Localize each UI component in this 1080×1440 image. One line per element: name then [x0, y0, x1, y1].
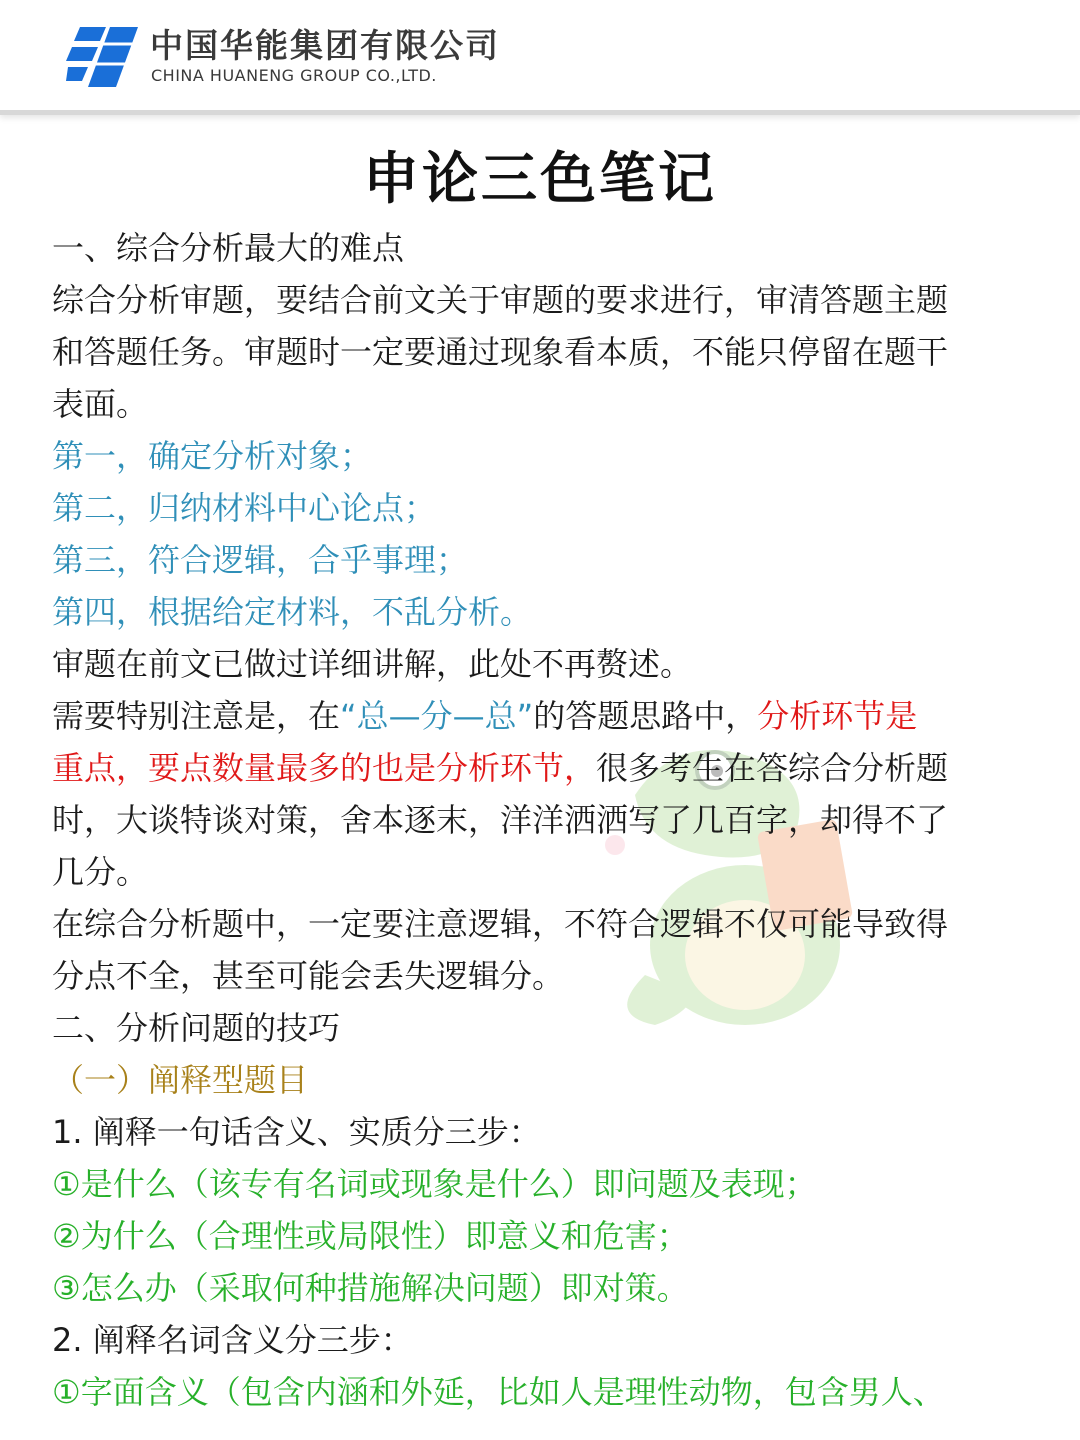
step-item: 第二，归纳材料中心论点；	[52, 489, 437, 527]
paragraph-line: 审题在前文已做过详细讲解，此处不再赘述。	[52, 645, 693, 683]
huaneng-logo-icon	[66, 27, 138, 87]
highlight-blue: “总—分—总”	[340, 697, 534, 735]
highlight-red: 分析环节是	[757, 697, 918, 735]
text-segment: 很多考生在答综合分析题	[596, 749, 949, 787]
highlight-red: 重点，要点数量最多的也是分析环节，	[52, 749, 597, 787]
paragraph-line	[52, 690, 1020, 742]
brand-header	[0, 0, 1080, 115]
company-name-cn: 中国华能集团有限公司	[150, 26, 500, 65]
circled-item: ①是什么（该专有名词或现象是什么）即问题及表现；	[52, 1165, 817, 1203]
paragraph-line: 在综合分析题中，一定要注意逻辑，不符合逻辑不仅可能导致得	[52, 905, 949, 943]
circled-item: ①字面含义（包含内涵和外延，比如人是理性动物，包含男人、	[52, 1373, 945, 1411]
section-heading-1: 一、综合分析最大的难点	[52, 229, 405, 267]
text-segment: 需要特别注意是，在	[52, 697, 341, 735]
section-heading-2: 二、分析问题的技巧	[52, 1009, 341, 1047]
paragraph-line: 综合分析审题，要结合前文关于审题的要求进行，审清答题主题	[52, 281, 949, 319]
circled-item: ②为什么（合理性或局限性）即意义和危害；	[52, 1217, 689, 1255]
numbered-item: 1. 阐释一句话含义、实质分三步：	[52, 1113, 541, 1151]
step-item: 第四，根据给定材料，不乱分析。	[52, 593, 533, 631]
paragraph-line: 和答题任务。审题时一定要通过现象看本质，不能只停留在题干	[52, 333, 949, 371]
step-item: 第三，符合逻辑，合乎事理；	[52, 541, 469, 579]
page-title: 申论三色笔记	[363, 147, 717, 212]
paragraph-line: 表面。	[52, 385, 149, 423]
paragraph-line: 几分。	[52, 853, 149, 891]
paragraph-line: 分点不全，甚至可能会丢失逻辑分。	[52, 957, 565, 995]
paragraph-line: 时，大谈特谈对策，舍本逐末，洋洋洒洒写了几百字，却得不了	[52, 801, 949, 839]
paragraph-line	[52, 742, 1020, 794]
numbered-item: 2. 阐释名词含义分三步：	[52, 1321, 413, 1359]
circled-item: ③怎么办（采取何种措施解决问题）即对策。	[52, 1269, 689, 1307]
subsection-heading: （一）阐释型题目	[52, 1061, 309, 1099]
company-name-en: CHINA HUANENG GROUP CO.,LTD.	[151, 66, 437, 85]
step-item: 第一，确定分析对象；	[52, 437, 373, 475]
text-segment: 的答题思路中，	[533, 697, 758, 735]
note-body	[52, 222, 1020, 1418]
